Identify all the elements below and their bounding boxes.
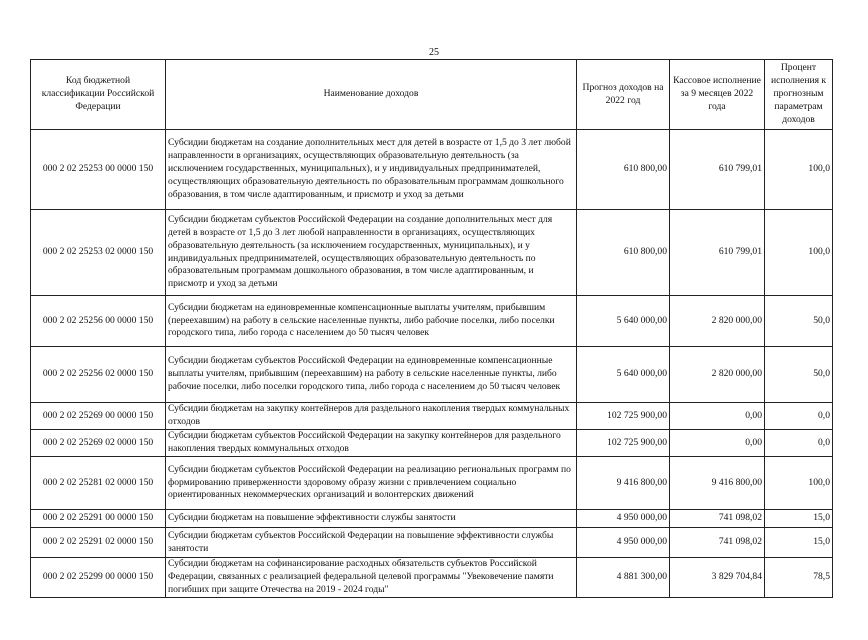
row-name: Субсидии бюджетам субъектов Российской Федерации на создание дополнительных мест для детей в возрасте от 1,5 до 3 лет любой направленности в организациях, осуществляющих образовательную деятельность (за исключением государственных, муниципальных), и у индивидуальных предпринимателей, осуществляющих образовательную деятельность по образовательным программам дошкольного образования, в том числе адаптированным, и присмотр и уход за детьми — [166, 210, 577, 296]
row-forecast: 5 640 000,00 — [577, 347, 670, 403]
header-executed: Кассовое исполнение за 9 месяцев 2022 года — [670, 60, 765, 130]
row-code: 000 2 02 25291 02 0000 150 — [31, 528, 166, 558]
header-name: Наименование доходов — [166, 60, 577, 130]
table-row — [31, 130, 833, 210]
row-executed: 0,00 — [670, 403, 765, 430]
row-name: Субсидии бюджетам субъектов Российской Федерации на единовременные компенсационные выплаты учителям, прибывшим (переехавшим) на работу в сельские населенные пункты, либо рабочие поселки, либо поселки городского типа, либо города с населением до 50 тысяч человек — [166, 347, 577, 403]
table-row — [31, 528, 833, 558]
row-code: 000 2 02 25253 00 0000 150 — [31, 130, 166, 210]
row-forecast: 102 725 900,00 — [577, 403, 670, 430]
row-code: 000 2 02 25291 00 0000 150 — [31, 510, 166, 528]
row-forecast: 5 640 000,00 — [577, 296, 670, 347]
row-executed: 610 799,01 — [670, 210, 765, 296]
row-name: Субсидии бюджетам субъектов Российской Федерации на реализацию региональных программ по формированию приверженности здоровому образу жизни с привлечением социально ориентированных некоммерческих организаций и волонтерских движений — [166, 457, 577, 510]
row-name: Субсидии бюджетам на повышение эффективности службы занятости — [166, 510, 577, 528]
row-percent: 100,0 — [765, 210, 833, 296]
row-code: 000 2 02 25253 02 0000 150 — [31, 210, 166, 296]
table-header-row — [31, 60, 833, 130]
row-forecast: 610 800,00 — [577, 210, 670, 296]
table-row — [31, 457, 833, 510]
table-row — [31, 296, 833, 347]
header-percent: Процент исполнения к прогнозным параметрам доходов — [765, 60, 833, 130]
row-code: 000 2 02 25299 00 0000 150 — [31, 558, 166, 598]
row-executed: 3 829 704,84 — [670, 558, 765, 598]
table-row — [31, 510, 833, 528]
row-percent: 100,0 — [765, 457, 833, 510]
table-row — [31, 403, 833, 430]
row-code: 000 2 02 25256 02 0000 150 — [31, 347, 166, 403]
row-forecast: 4 950 000,00 — [577, 510, 670, 528]
row-name: Субсидии бюджетам на закупку контейнеров для раздельного накопления твердых коммунальных отходов — [166, 403, 577, 430]
row-percent: 50,0 — [765, 347, 833, 403]
row-executed: 2 820 000,00 — [670, 296, 765, 347]
table-row — [31, 558, 833, 598]
row-forecast: 9 416 800,00 — [577, 457, 670, 510]
row-percent: 78,5 — [765, 558, 833, 598]
header-code: Код бюджетной классификации Российской Федерации — [31, 60, 166, 130]
row-code: 000 2 02 25281 02 0000 150 — [31, 457, 166, 510]
header-forecast: Прогноз доходов на 2022 год — [577, 60, 670, 130]
row-forecast: 102 725 900,00 — [577, 430, 670, 457]
row-forecast: 610 800,00 — [577, 130, 670, 210]
row-executed: 9 416 800,00 — [670, 457, 765, 510]
row-percent: 15,0 — [765, 528, 833, 558]
table-row — [31, 430, 833, 457]
row-percent: 0,0 — [765, 403, 833, 430]
row-percent: 100,0 — [765, 130, 833, 210]
table-row — [31, 210, 833, 296]
row-code: 000 2 02 25269 02 0000 150 — [31, 430, 166, 457]
revenue-table — [30, 59, 833, 598]
row-name: Субсидии бюджетам на единовременные компенсационные выплаты учителям, прибывшим (переехавшим) на работу в сельские населенные пункты, либо рабочие поселки, либо поселки городского типа, либо города с населением до 50 тысяч человек — [166, 296, 577, 347]
row-name: Субсидии бюджетам на создание дополнительных мест для детей в возрасте от 1,5 до 3 лет любой направленности в организациях, осуществляющих образовательную деятельность (за исключением государственных, муниципальных), и у индивидуальных предпринимателей, осуществляющих образовательную деятельность по образовательным программам дошкольного образования, в том числе адаптированным, и присмотр и уход за детьми — [166, 130, 577, 210]
row-name: Субсидии бюджетам на софинансирование расходных обязательств субъектов Российской Федерации, связанных с реализацией федеральной целевой программы "Увековечение памяти погибших при защите Отечества на 2019 - 2024 годы" — [166, 558, 577, 598]
row-forecast: 4 950 000,00 — [577, 528, 670, 558]
table-row — [31, 347, 833, 403]
row-percent: 50,0 — [765, 296, 833, 347]
row-percent: 0,0 — [765, 430, 833, 457]
row-percent: 15,0 — [765, 510, 833, 528]
row-executed: 0,00 — [670, 430, 765, 457]
row-executed: 2 820 000,00 — [670, 347, 765, 403]
row-executed: 741 098,02 — [670, 528, 765, 558]
row-name: Субсидии бюджетам субъектов Российской Федерации на повышение эффективности службы занятости — [166, 528, 577, 558]
row-forecast: 4 881 300,00 — [577, 558, 670, 598]
row-executed: 610 799,01 — [670, 130, 765, 210]
row-code: 000 2 02 25269 00 0000 150 — [31, 403, 166, 430]
row-executed: 741 098,02 — [670, 510, 765, 528]
page-number: 25 — [429, 47, 439, 58]
row-name: Субсидии бюджетам субъектов Российской Федерации на закупку контейнеров для раздельного накопления твердых коммунальных отходов — [166, 430, 577, 457]
row-code: 000 2 02 25256 00 0000 150 — [31, 296, 166, 347]
